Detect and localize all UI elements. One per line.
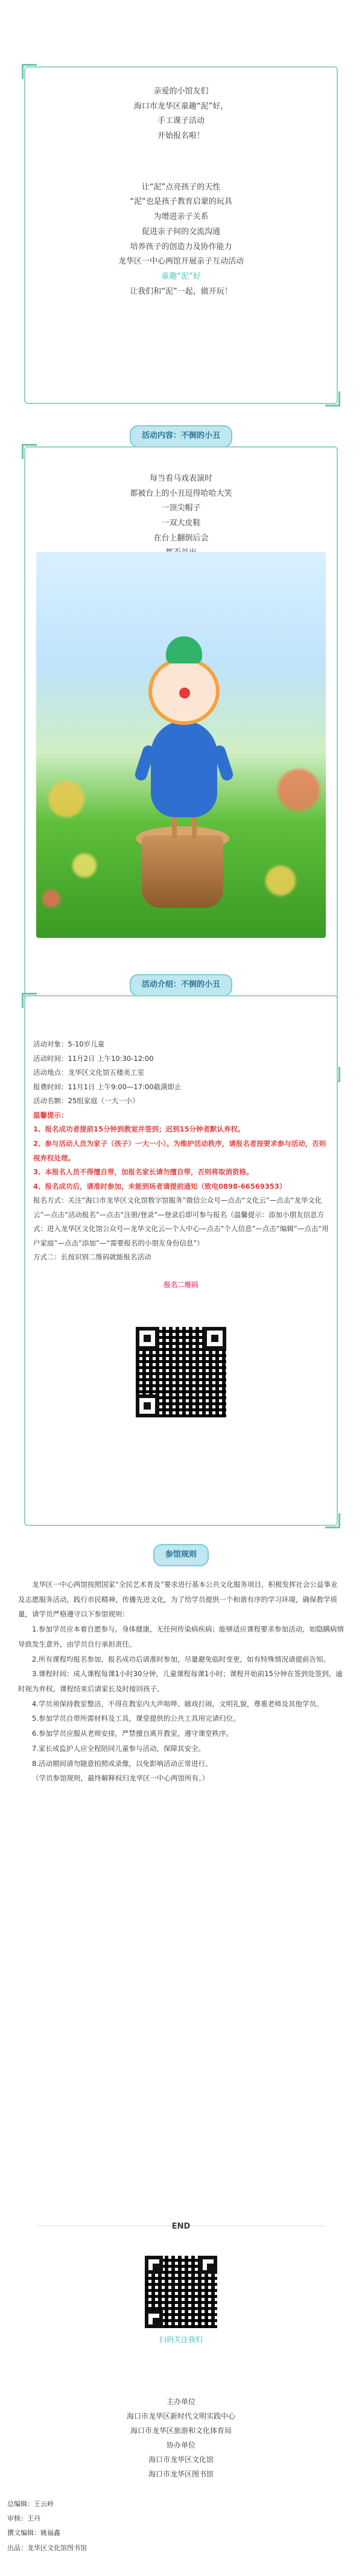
clown-hat xyxy=(166,636,202,663)
rule-item: 3.课程时间：成人课程每课1小时30分钟，儿童课程每课1小时；课程开始前15分钟在签到处签到，逾时视为弃权。课程结束后请家长及时接回孩子。 xyxy=(18,1669,343,1694)
notice-item: 1、报名成功者提前15分钟到教室并签到；迟到15分钟者默认弃权。 xyxy=(33,1125,245,1134)
poem-line: 每当看马戏表演时 xyxy=(149,474,212,483)
signup-qr-code[interactable] xyxy=(136,1327,226,1417)
follow-qr-code[interactable] xyxy=(145,2256,217,2328)
intro-line: 让我们和“泥”一起，做开玩！ xyxy=(130,286,232,296)
co-organizer-label: 协办单位 xyxy=(166,2441,195,2449)
detail-item: 报费时间：11月1日 上午9:00—17:00截满即止 xyxy=(33,1082,182,1091)
credits xyxy=(7,2497,87,2555)
credit-reviewer: 审核：王丹 xyxy=(7,2514,40,2523)
rule-item: 6.参加学员应服从老师安排，严禁擅自离开教室，遵守课堂秩序。 xyxy=(32,1729,233,1738)
rule-item: 5.参加学员自带所需材料及工具，课堂提供的公共工具用完请归位。 xyxy=(32,1714,240,1723)
flower-bokeh xyxy=(265,866,296,896)
rules-closing: （学员参馆规则，最终解释权归龙华区一中心两馆所有。） xyxy=(32,1774,209,1783)
flower-bokeh xyxy=(42,890,60,908)
rule-item: 7.家长或监护人应全程陪同儿童参与活动，保障其安全。 xyxy=(32,1744,205,1753)
poem-line: 都被台上的小丑逗得哈哈大笑 xyxy=(130,489,232,498)
section-title-rules: 参馆规则 xyxy=(153,1544,209,1566)
rules-intro: 龙华区一中心两馆按照国家“全民艺术普及”要求进行基本公共文化服务项目，积极发挥社会公益事业及志愿服务活动，践行市民精神，传播先进文化，为了给学员提供一个和谐有序的学习环境，确保教学质量，请学员严格遵守以下参馆规则： xyxy=(18,1580,338,1619)
notice-item: 2、参与活动人员为家子（孩子）一大一小）。为维护活动秩序，请报名者按要求参与活动，否则视弃权处理。 xyxy=(33,1139,326,1162)
qr-eye xyxy=(203,1327,226,1350)
intro-line: 童趣“泥”好 xyxy=(161,271,201,281)
intro-lines xyxy=(25,68,337,144)
rule-item: 4.学员须保持教室整洁，不得在教室内大声喧哗、嬉戏打闹，文明礼貌，尊重老师及其他学员。 xyxy=(32,1699,323,1708)
qr-eye xyxy=(199,2256,217,2274)
qr-eye xyxy=(145,2310,163,2328)
rule-item: 1.参加学员应本着自愿参与，身体健康，无任何传染病疾病；能够适应课程要求参加活动，如隐瞒病情导致发生意外，由学员自行承担责任。 xyxy=(18,1625,344,1648)
footer-organizers xyxy=(0,2394,362,2481)
intro-line: 为增进亲子关系 xyxy=(153,212,209,222)
intro-line: 促进亲子间的交流沟通 xyxy=(141,227,220,236)
signup-method: 报名方式：关注“海口市龙华区文化馆数字馆服务”微信公众号—点击“文化云”—点击“龙华文化云”—点击“活动报名”—点击“注册/登录”—登录后即可参与报名（温馨提示：添加小朋友信息方式：进入龙华区文化馆公众号—龙华文化云—个人中心—点击“个人信息”—点击“编辑”—点击“用户家庭”—点击“添加”—“需要报名的小朋友身份信息”） xyxy=(33,1196,329,1247)
end-label: END xyxy=(171,2222,191,2231)
poem-line: 一顶尖帽子 xyxy=(161,504,201,513)
rules-block xyxy=(18,1577,344,1786)
rule-item: 8.活动期间请勿随意拍照或录像，以免影响活动正常进行。 xyxy=(32,1759,212,1768)
credit-writer: 撰文编辑：姚福鑫 xyxy=(7,2529,60,2537)
section-title-intro: 活动介绍：不倒的小丑 xyxy=(130,974,232,996)
clown-nose xyxy=(179,688,190,698)
flower-bokeh xyxy=(72,853,97,878)
qr-eye xyxy=(145,2256,163,2274)
rule-item: 2.所有课程均报名参加，报名成功后请准时参加，尽量避免临时变更，如有特殊情况请提前告知。 xyxy=(32,1654,330,1663)
notice-heading: 温馨提示： xyxy=(33,1110,68,1119)
organizer: 海口市龙华区旅游和文化体育局 xyxy=(130,2426,232,2435)
poem-line: 一双大皮鞋 xyxy=(161,519,201,528)
intro-line: 龙华区一中心两馆开展亲子互动活动 xyxy=(118,257,244,267)
co-organizer: 海口市龙华区文化馆 xyxy=(148,2455,214,2464)
intro-lines-2 xyxy=(25,144,337,300)
intro-card xyxy=(24,66,338,404)
qr-caption: 扫码关注我们 xyxy=(159,2335,203,2344)
detail-item: 活动名额：25组家庭（一大一小） xyxy=(33,1097,139,1106)
detail-item: 活动时间：11月2日 上午10:30-12:00 xyxy=(33,1054,154,1063)
qr-eye xyxy=(136,1327,159,1350)
poem-line: 在台上翻倒后会 xyxy=(153,533,209,543)
activity-details xyxy=(33,1037,329,1293)
intro-line: 培养孩子的创造力及协作能力 xyxy=(130,242,232,252)
qr-eye xyxy=(136,1394,159,1417)
notice-item: 4、报名成功后，请准时参加，未能到场者请提前通知（致电0898-66569353） xyxy=(33,1182,287,1191)
credit-source: 出品：龙华区文化馆图书馆 xyxy=(7,2543,87,2552)
intro-line: “泥”也是孩子教育启蒙的玩具 xyxy=(130,197,232,207)
detail-item: 活动地点：龙华区文化馆五楼美工室 xyxy=(33,1068,144,1077)
intro-line: 让“泥”点亮孩子的天性 xyxy=(141,182,221,192)
flower-bokeh xyxy=(278,769,320,811)
intro-line: 手工课子活动 xyxy=(157,116,205,126)
intro-line: 亲爱的小馆友们 xyxy=(153,87,209,96)
section-title-content: 活动内容：不倒的小丑 xyxy=(130,425,232,448)
organizer: 海口市龙华区新时代文明实践中心 xyxy=(126,2412,235,2420)
pot xyxy=(142,835,223,908)
detail-item: 活动对象：5-10岁儿童 xyxy=(33,1040,105,1048)
qr-title: 报名二维码 xyxy=(164,1280,198,1289)
organizer-label: 主办单位 xyxy=(166,2397,195,2406)
signup-method-2: 方式二：长按识别二维码就能报名活动 xyxy=(33,1253,151,1262)
flower-bokeh xyxy=(48,781,84,817)
intro-line: 海口市龙华区童趣“泥”好， xyxy=(133,101,229,111)
credit-editor: 总编辑：王云岭 xyxy=(7,2500,54,2508)
co-organizer: 海口市龙华区图书馆 xyxy=(148,2470,214,2478)
notice-item: 3、本报名人员不得擅自带，加报名家长请勿擅自带，否则将取消资格。 xyxy=(33,1168,253,1177)
clown-body xyxy=(151,721,217,817)
intro-line: 开始报名啦！ xyxy=(157,131,205,141)
clay-clown-photo xyxy=(36,552,326,938)
